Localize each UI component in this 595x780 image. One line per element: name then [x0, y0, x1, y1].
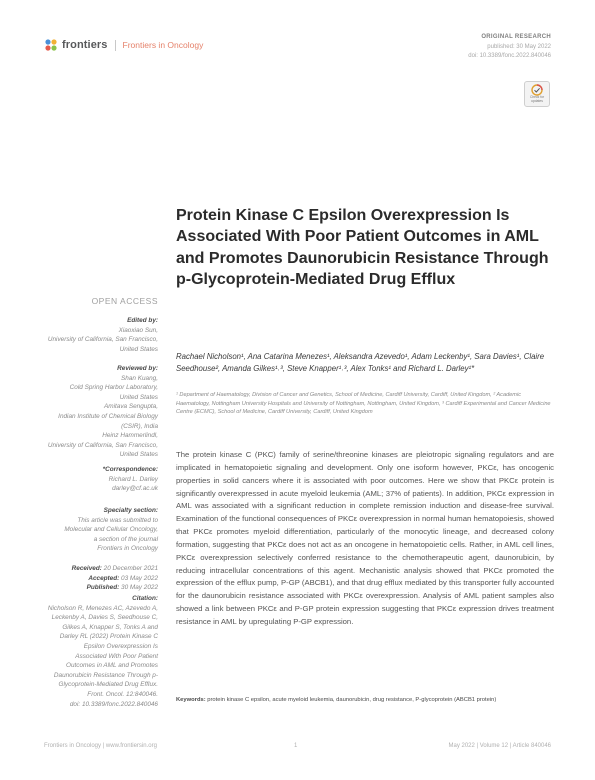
citation-line: Daunorubicin Resistance Through p-: [53, 671, 158, 679]
doi-link[interactable]: doi: 10.3389/fonc.2022.840046: [468, 53, 551, 59]
received-row: [30, 564, 158, 574]
citation-doi[interactable]: doi: 10.3389/fonc.2022.840046: [69, 700, 158, 708]
reviewed-by-section: [30, 364, 158, 460]
citation-label: Citation:: [132, 595, 158, 602]
affiliations: ¹ Department of Haematology, Division of Cancer and Genetics, School of Medicine, Cardiff University, Cardiff, United Kingdom, ² Academic Haematology, Nottingham University Hospitals and University of Nottingham, Nottingham, United Kingdom, ³ Cardiff Experimental and Cancer Medicine Centre (ECMC), School of Medicine, Cardiff University, Cardiff, United Kingdom: [176, 392, 551, 416]
reviewed-by-label: Reviewed by:: [117, 365, 158, 372]
specialty-line: This article was submitted to: [77, 516, 158, 524]
check-for-updates-badge[interactable]: [524, 81, 550, 107]
editor-line: University of California, San Francisco,: [47, 336, 158, 344]
citation-line: Nicholson R, Menezes AC, Azevedo A,: [47, 604, 158, 612]
keywords-label: Keywords:: [176, 697, 206, 703]
check-for-updates-label: Check for updates: [529, 95, 545, 103]
correspondence-email[interactable]: darley@cf.ac.uk: [112, 485, 158, 493]
citation-line: Leckenby A, Davies S, Seedhouse C,: [51, 614, 158, 622]
reviewer-line: Shan Kuang,: [121, 374, 158, 382]
specialty-label: Specialty section:: [103, 507, 158, 514]
article-meta: [468, 33, 551, 62]
edited-by-section: [30, 316, 158, 354]
citation-line: Darley RL (2022) Protein Kinase C: [59, 633, 158, 641]
footer-journal-site[interactable]: Frontiers in Oncology | www.frontiersin.org: [44, 743, 157, 749]
editor-line: United States: [119, 345, 158, 353]
citation-line: Gilkes A, Knapper S, Tonks A and: [62, 623, 158, 631]
edited-by-label: Edited by:: [127, 317, 158, 324]
published-side-date: 30 May 2022: [121, 584, 158, 592]
reviewer-line: Cold Spring Harbor Laboratory,: [69, 384, 158, 392]
correspondence-section: [30, 465, 158, 494]
reviewer-line: University of California, San Francisco,: [47, 441, 158, 449]
author-list: Rachael Nicholson¹, Ana Catarina Menezes¹, Aleksandra Azevedo¹, Adam Leckenby¹, Sara Davies¹, Claire Seedhouse², Amanda Gilkes¹˒³, Steve Knapper¹˒³, Alex Tonks¹ and Richard L. Darley¹*: [176, 352, 545, 373]
reviewer-line: Indian Institute of Chemical Biology: [58, 412, 158, 420]
abstract-text: The protein kinase C (PKC) family of serine/threonine kinases are pleiotropic signaling regulators and are implicated in hematopoietic signaling and development. Only one isoform however, PKCε, has oncogenic properties in solid cancers where it is associated with poor outcomes. Here we show that PKCε protein is significantly overexpressed in acute myeloid leukemia (AML; 37% of patients). In addition, PKCε expression in AML was associated with a significant reduction in complete remission induction and disease-free survival. Examination of the functional consequences of PKCε overexpression in normal human hematopoiesis, showed that PKCε promotes myeloid differentiation, particularly of the monocytic lineage, and decreased colony formation, suggesting that PKCε does not act as an oncogene in hematopoietic cells. Rather, in AML cell lines, PKCε overexpression selectively conferred resistance to the chemotherapeutic agent, daunorubicin, by reducing intracellular concentrations of this agent. Mechanistic analysis showed that PKCε promoted the expression of the efflux pump, P-GP (ABCB1), and that drug efflux mediated by this transporter fully accounted for the daunorubicin resistance associated with PKCε overexpression. Analysis of AML patient samples also showed a link between PKCε and P-GP protein expression suggesting that PKCε expression drives treatment resistance in AML by upregulating P-GP expression.: [176, 450, 554, 626]
specialty-line: Frontiers in Oncology: [97, 545, 158, 553]
correspondence-name: Richard L. Darley: [108, 475, 158, 483]
citation-line: Epsilon Overexpression Is: [83, 642, 158, 650]
header-divider: [115, 40, 116, 51]
journal-header-logo[interactable]: [44, 37, 203, 53]
article-type: ORIGINAL RESEARCH: [481, 34, 551, 40]
frontiers-logo-icon: [44, 38, 58, 52]
reviewer-line: Amitava Sengupta,: [104, 403, 158, 411]
published-label: Published:: [86, 584, 120, 592]
citation-line: Associated With Poor Patient: [75, 652, 158, 660]
specialty-line: Molecular and Cellular Oncology,: [64, 526, 158, 534]
open-access-label: OPEN ACCESS: [91, 296, 158, 306]
keywords-list: protein kinase C epsilon, acute myeloid leukemia, daunorubicin, drug resistance, P-glycoprotein (ABCB1 protein): [207, 697, 497, 703]
published-date: published: 30 May 2022: [487, 43, 551, 50]
citation-line: Glycoprotein-Mediated Drug Efflux.: [58, 681, 158, 689]
citation-section: [30, 594, 158, 709]
reviewer-line: (CSIR), India: [121, 422, 158, 430]
citation-line: Front. Oncol. 12:840046.: [87, 690, 158, 698]
received-date: 20 December 2021: [103, 565, 158, 572]
reviewer-line: United States: [119, 393, 158, 401]
accepted-row: [30, 574, 158, 584]
journal-name: Frontiers in Oncology: [122, 40, 204, 50]
keywords-block: [176, 696, 554, 705]
published-row: [30, 583, 158, 593]
footer-issue-info: May 2022 | Volume 12 | Article 840046: [448, 743, 551, 749]
citation-line: Outcomes in AML and Promotes: [66, 662, 158, 670]
received-label: Received:: [71, 565, 102, 572]
accepted-label: Accepted:: [88, 574, 120, 582]
article-title: Protein Kinase C Epsilon Overexpression Is Associated With Poor Patient Outcomes in AML and Promotes Daunorubicin Resistance Through p-Glycoprotein-Mediated Drug Efflux: [176, 207, 549, 289]
specialty-line: a section of the journal: [93, 535, 158, 543]
dates-section: [30, 564, 158, 593]
reviewer-line: Heinz Hammerlindl,: [102, 432, 158, 440]
specialty-section: [30, 506, 158, 554]
reviewer-line: United States: [119, 451, 158, 459]
accepted-date: 03 May 2022: [121, 574, 158, 582]
page-number: 1: [294, 743, 298, 749]
editor-line: Xiaoxiao Sun,: [118, 326, 158, 334]
correspondence-label: *Correspondence:: [102, 466, 158, 473]
publisher-brand: frontiers: [62, 39, 108, 51]
